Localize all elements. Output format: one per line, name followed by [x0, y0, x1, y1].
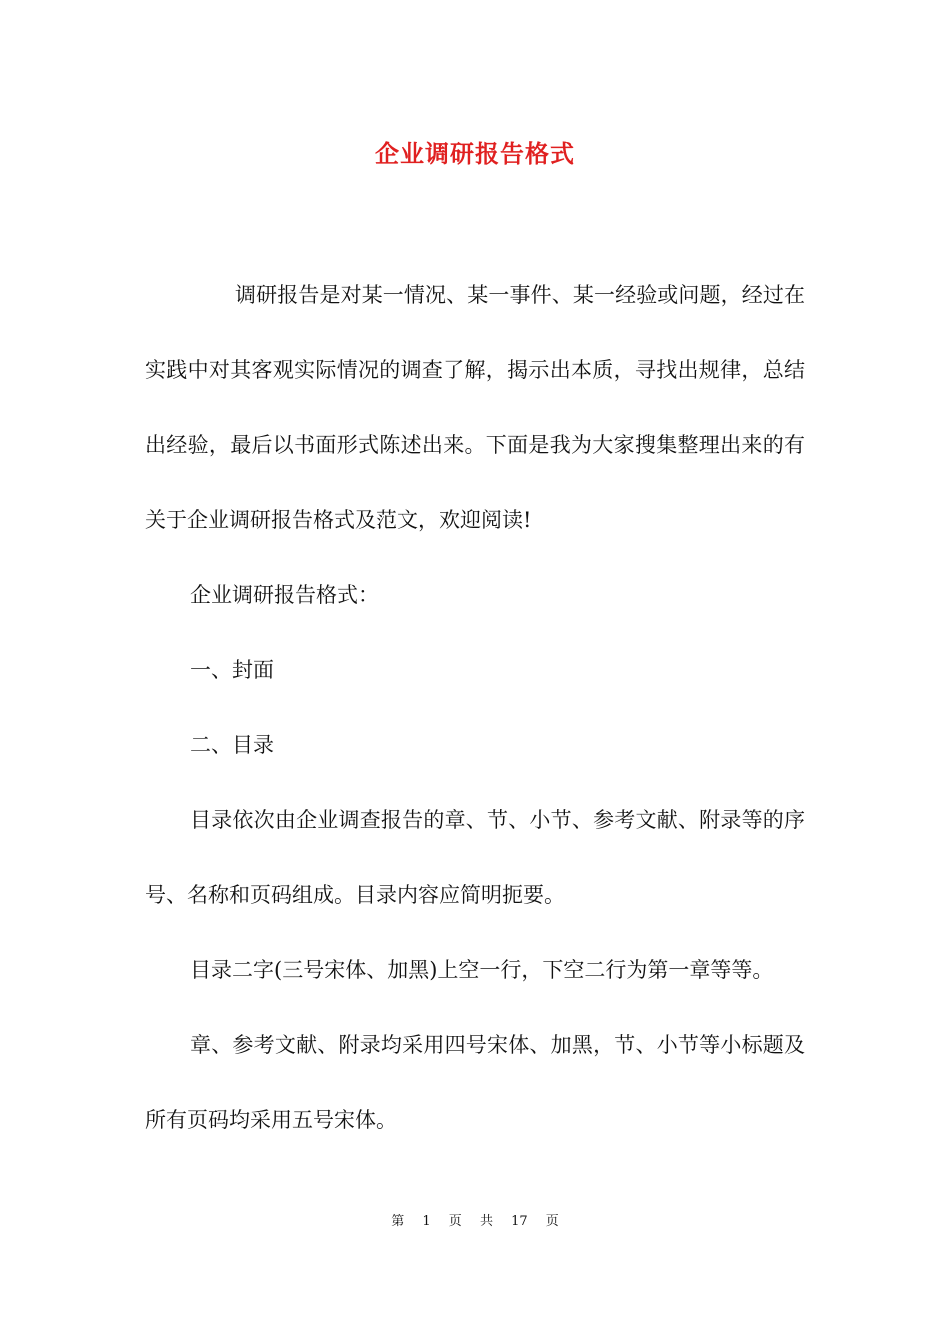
footer-current-page: 1: [422, 1214, 431, 1229]
toc-format-paragraph: 目录二字(三号宋体、加黑)上空一行，下空二行为第一章等等。: [190, 958, 774, 982]
section-toc: 二、目录: [190, 733, 274, 757]
format-heading: 企业调研报告格式：: [190, 583, 379, 607]
footer-mid1: 页: [448, 1214, 462, 1229]
footer-mid2: 共: [479, 1214, 493, 1229]
intro-paragraph: 调研报告是对某一情况、某一事件、某一经验或问题，经过在实践中对其客观实际情况的调查了解，揭示出本质，寻找出规律，总结出经验，最后以书面形式陈述出来。下面是我为大家搜集整理出来的有关于企业调研报告格式及范文，欢迎阅读!: [145, 283, 805, 532]
chapter-format-paragraph: 章、参考文献、附录均采用四号宋体、加黑，节、小节等小标题及所有页码均采用五号宋体。: [145, 1033, 805, 1132]
section-cover: 一、封面: [190, 658, 274, 682]
document-body: [145, 258, 805, 1158]
page-footer: [0, 1210, 950, 1229]
document-title: 企业调研报告格式: [375, 139, 575, 168]
toc-description-paragraph: 目录依次由企业调查报告的章、节、小节、参考文献、附录等的序号、名称和页码组成。目录内容应简明扼要。: [145, 808, 805, 907]
footer-total-pages: 17: [511, 1214, 528, 1229]
footer-suffix: 页: [545, 1214, 559, 1229]
footer-prefix: 第: [391, 1214, 405, 1229]
